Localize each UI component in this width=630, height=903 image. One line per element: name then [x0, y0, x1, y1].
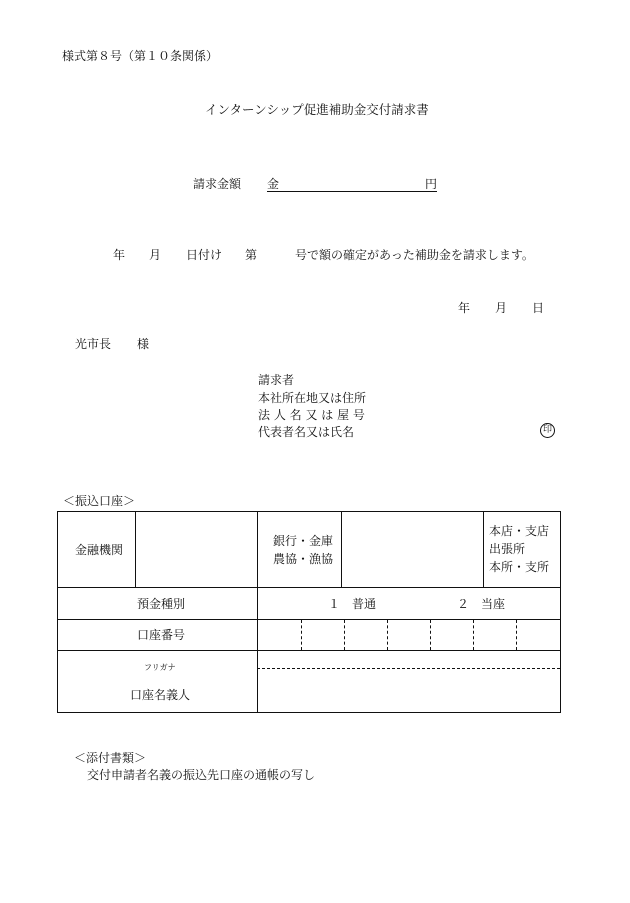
addressee-name: 光市長 [75, 337, 112, 351]
account-number-field[interactable] [258, 620, 560, 650]
request-year: 年 [113, 248, 126, 262]
seal-mark: 印 [540, 423, 555, 438]
amount-label: 請求金額 [193, 177, 242, 191]
attachments-item: 交付申請者名義の振込先口座の通帳の写し [87, 768, 316, 782]
furigana-field[interactable] [258, 651, 560, 668]
amount-field[interactable] [267, 177, 437, 192]
request-dai: 第 [245, 248, 258, 262]
branch-types-line2: 出張所 [489, 542, 526, 556]
bank-types-line1: 銀行・金庫 [273, 534, 334, 548]
claimant-address-label: 本社所在地又は住所 [258, 391, 367, 405]
addressee-honorific: 様 [137, 337, 150, 351]
date-month: 月 [495, 301, 508, 315]
request-dated: 日付け [186, 248, 223, 262]
furigana-label: フリガナ [144, 663, 176, 672]
deposit-type-label: 預金種別 [137, 597, 186, 611]
institution-name-field[interactable] [136, 512, 257, 587]
account-number-label: 口座番号 [137, 628, 186, 642]
amount-prefix: 金 [267, 177, 280, 191]
bank-types-line2: 農協・漁協 [273, 552, 334, 566]
branch-name-field[interactable] [342, 512, 483, 587]
account-holder-label: 口座名義人 [130, 688, 191, 702]
claimant-company-label: 法 人 名 又 は 屋 号 [258, 408, 365, 422]
date-year: 年 [458, 301, 471, 315]
financial-institution-label: 金融機関 [75, 543, 124, 557]
deposit-option-current[interactable]: ２ 当座 [457, 597, 506, 611]
account-holder-field[interactable] [258, 669, 560, 712]
form-number: 様式第８号（第１０条関係） [62, 49, 219, 63]
attachments-heading: ＜添付書類＞ [74, 751, 147, 765]
date-day: 日 [532, 301, 545, 315]
claimant-label: 請求者 [258, 373, 295, 387]
claimant-representative-label: 代表者名又は氏名 [258, 425, 355, 439]
branch-types-line1: 本店・支店 [489, 524, 550, 538]
amount-unit: 円 [424, 177, 437, 191]
deposit-option-ordinary[interactable]: １ 普通 [328, 597, 377, 611]
bank-section-heading: ＜振込口座＞ [63, 494, 136, 508]
request-text: 号で額の確定があった補助金を請求します。 [295, 248, 534, 262]
request-month: 月 [149, 248, 162, 262]
branch-types-line3: 本所・支所 [489, 560, 550, 574]
bank-account-table [57, 511, 561, 713]
document-title: インターンシップ促進補助金交付請求書 [205, 102, 429, 117]
